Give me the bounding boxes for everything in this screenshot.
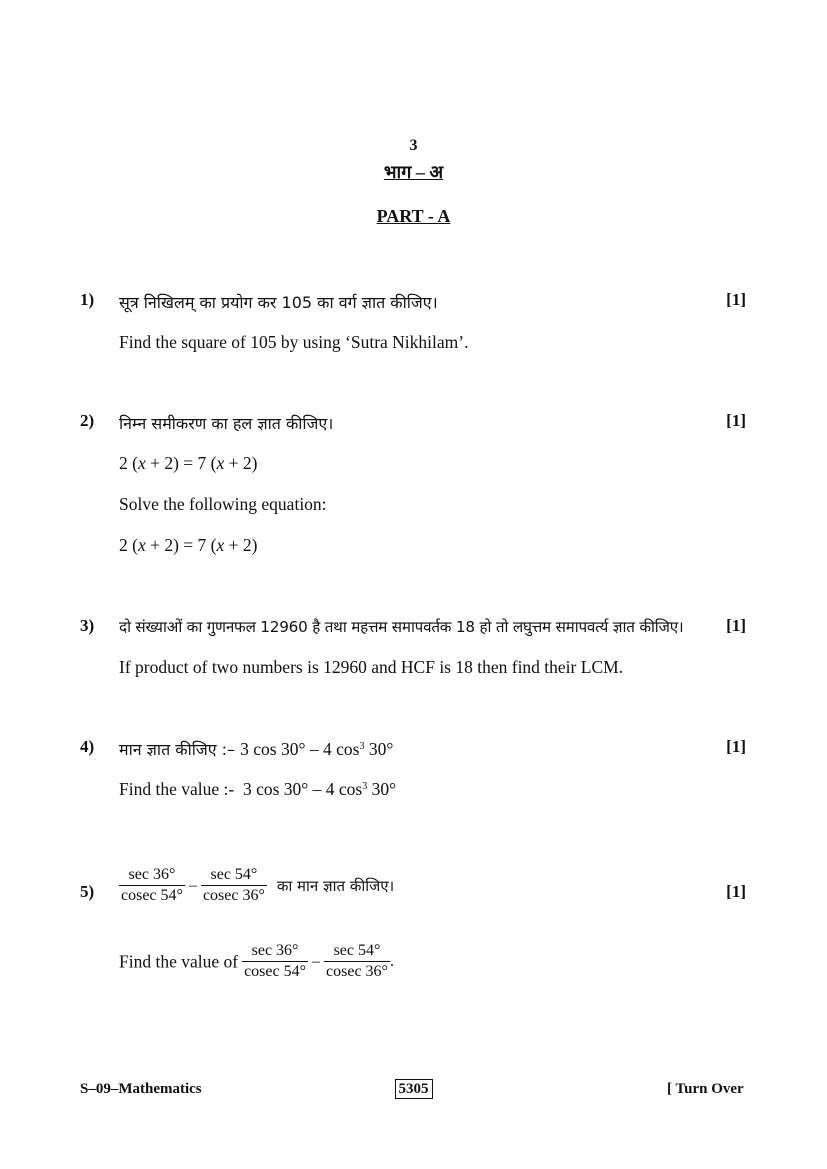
- question-4-english-prefix: Find the value :-: [119, 779, 235, 799]
- question-2-equation-hindi: 2 (x + 2) = 7 (x + 2): [119, 453, 258, 473]
- question-1-hindi: सूत्र निखिलम् का प्रयोग कर 105 का वर्ग ज्ञात कीजिए।: [119, 293, 438, 312]
- question-5-english-prefix: Find the value of: [119, 951, 239, 972]
- question-4-expr-b: 30°: [364, 739, 394, 759]
- question-4-expr-b-en: 30°: [367, 779, 397, 799]
- question-5-english-end: .: [389, 952, 394, 970]
- question-3-hindi: दो संख्याओं का गुणनफल 12960 है तथा महत्तम समापवर्तक 18 हो तो लघुत्तम समापवर्त्य ज्ञात कीजिए।: [119, 618, 684, 636]
- footer-code-box: 5305: [395, 1079, 433, 1099]
- question-4-number: 4): [80, 737, 95, 756]
- question-2-number: 2): [80, 411, 95, 430]
- question-5-hindi: [119, 866, 394, 906]
- question-4-hindi: [119, 738, 393, 760]
- question-2-equation-english: 2 (x + 2) = 7 (x + 2): [119, 535, 258, 555]
- question-3-marks: [1]: [726, 616, 746, 635]
- fraction-1-denominator: cosec 54°: [121, 887, 183, 905]
- fraction-2-denominator: cosec 36°: [202, 887, 265, 905]
- question-2-marks: [1]: [726, 411, 746, 430]
- en-fraction-2-denominator: cosec 36°: [326, 963, 388, 981]
- en-minus-sign: –: [312, 952, 321, 970]
- footer-turn-over: [ Turn Over: [667, 1081, 744, 1097]
- fraction-1-numerator: sec 36°: [119, 866, 185, 886]
- question-4-expr-a-en: 3 cos 30° – 4 cos: [242, 779, 363, 799]
- question-5-en-fraction-1: [242, 942, 308, 982]
- fraction-2-numerator: sec 54°: [201, 866, 267, 886]
- question-4-expr-exp-en: 3: [362, 781, 368, 792]
- question-4-english: [119, 779, 396, 800]
- en-fraction-1-denominator: cosec 54°: [244, 963, 307, 981]
- question-4-expression-hindi: [240, 739, 393, 759]
- part-heading-english-text: PART - A: [376, 206, 451, 226]
- question-4-marks: [1]: [726, 737, 746, 756]
- question-1-marks: [1]: [726, 290, 746, 309]
- question-5-marks: [1]: [726, 882, 746, 901]
- minus-sign: –: [188, 876, 197, 894]
- part-heading-hindi-text: भाग – अ: [383, 162, 444, 182]
- part-heading-hindi: [0, 160, 827, 184]
- question-5-hindi-suffix: का मान ज्ञात कीजिए।: [276, 876, 395, 895]
- question-2-hindi: निम्न समीकरण का हल ज्ञात कीजिए।: [119, 414, 334, 433]
- question-5-number: 5): [80, 882, 95, 901]
- question-3-number: 3): [80, 616, 95, 635]
- part-heading-english: [0, 206, 827, 227]
- question-5-fraction-1: [119, 866, 185, 906]
- en-fraction-2-numerator: sec 54°: [324, 942, 390, 962]
- en-fraction-1-numerator: sec 36°: [242, 942, 308, 962]
- question-3-english: If product of two numbers is 12960 and HCF is 18 then find their LCM.: [119, 657, 624, 677]
- question-4-expr-exp: 3: [359, 741, 365, 752]
- page-number: 3: [409, 137, 418, 154]
- question-4-hindi-prefix: मान ज्ञात कीजिए :–: [119, 740, 236, 759]
- footer-subject: S–09–Mathematics: [80, 1081, 202, 1097]
- question-2-english: Solve the following equation:: [119, 494, 327, 514]
- question-5-fraction-2: [201, 866, 267, 906]
- question-1-english: Find the square of 105 by using ‘Sutra Nikhilam’.: [119, 332, 469, 352]
- question-4-expr-a: 3 cos 30° – 4 cos: [240, 739, 360, 759]
- question-1-number: 1): [80, 290, 95, 309]
- question-5-english: [119, 942, 394, 982]
- question-4-expression-english: [243, 779, 396, 799]
- question-5-en-fraction-2: [324, 942, 390, 982]
